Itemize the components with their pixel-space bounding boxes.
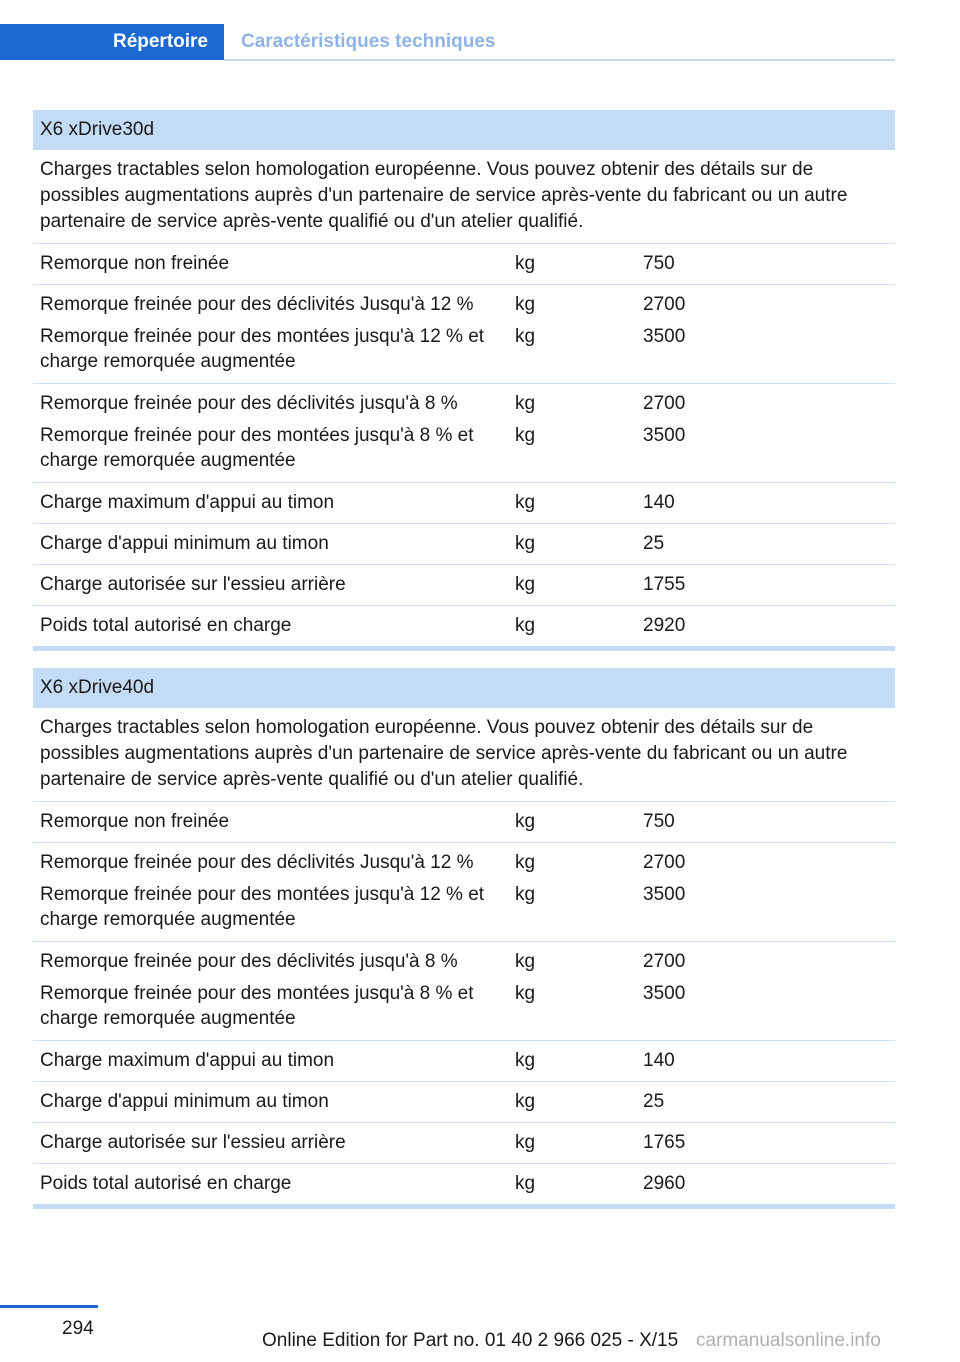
row-value: 3500 xyxy=(643,326,686,347)
row-label: Charge maximum d'appui au timon xyxy=(40,1050,335,1071)
footer-accent-line xyxy=(0,1305,98,1308)
row-unit: kg xyxy=(515,1091,536,1112)
table-row xyxy=(33,1082,895,1123)
row-unit: kg xyxy=(515,852,536,873)
row-unit: kg xyxy=(515,253,536,274)
table-row xyxy=(33,384,895,483)
row-value: 3500 xyxy=(643,884,686,905)
row-value: 3500 xyxy=(643,983,686,1004)
table-row xyxy=(33,285,895,384)
row-label: Remorque freinée pour des montées jusqu'à 12 % et charge remorquée augmentée xyxy=(40,884,485,930)
table-row xyxy=(33,1123,895,1164)
row-value: 25 xyxy=(643,533,665,554)
row-unit: kg xyxy=(515,1050,536,1071)
tab-repertoire[interactable]: Répertoire xyxy=(0,24,224,60)
row-unit: kg xyxy=(515,951,536,972)
row-label: Poids total autorisé en charge xyxy=(40,1173,292,1194)
row-label: Remorque freinée pour des déclivités Jusqu'à 12 % xyxy=(40,852,474,873)
row-value: 3500 xyxy=(643,425,686,446)
row-value: 140 xyxy=(643,492,675,513)
row-unit: kg xyxy=(515,884,536,905)
table-intro: Charges tractables selon homologation européenne. Vous pouvez obtenir des détails sur de possibles augmentations auprès d'un partenaire de service après-vente du fabricant ou un autre partenaire de service après-vente qualifié ou d'un atelier qualifié. xyxy=(33,708,895,802)
page-header xyxy=(0,24,895,62)
row-label: Remorque freinée pour des déclivités jusqu'à 8 % xyxy=(40,951,458,972)
row-unit: kg xyxy=(515,294,536,315)
table-row xyxy=(33,483,895,524)
table-intro: Charges tractables selon homologation européenne. Vous pouvez obtenir des détails sur de possibles augmentations auprès d'un partenaire de service après-vente du fabricant ou un autre partenaire de service après-vente qualifié ou d'un atelier qualifié. xyxy=(33,150,895,244)
row-label: Remorque non freinée xyxy=(40,253,230,274)
table-row xyxy=(33,942,895,1041)
table-x6-xdrive30d xyxy=(33,110,895,651)
row-value: 2920 xyxy=(643,615,686,636)
page-number: 294 xyxy=(62,1318,94,1339)
header-rule xyxy=(224,59,895,61)
row-value: 750 xyxy=(643,811,675,832)
row-unit: kg xyxy=(515,393,536,414)
row-unit: kg xyxy=(515,983,536,1004)
table-x6-xdrive40d xyxy=(33,668,895,1209)
row-label: Remorque non freinée xyxy=(40,811,230,832)
table-row xyxy=(33,606,895,646)
table-row xyxy=(33,1164,895,1204)
row-label: Charge autorisée sur l'essieu arrière xyxy=(40,1132,346,1153)
row-unit: kg xyxy=(515,574,536,595)
table-row xyxy=(33,1041,895,1082)
row-label: Poids total autorisé en charge xyxy=(40,615,292,636)
row-value: 25 xyxy=(643,1091,665,1112)
row-unit: kg xyxy=(515,811,536,832)
row-unit: kg xyxy=(515,326,536,347)
tab-caracteristiques-techniques[interactable]: Caractéristiques techniques xyxy=(241,31,496,52)
row-value: 2700 xyxy=(643,852,686,873)
row-label: Remorque freinée pour des déclivités Jusqu'à 12 % xyxy=(40,294,474,315)
row-label: Remorque freinée pour des montées jusqu'à 8 % et charge remorquée augmentée xyxy=(40,983,474,1029)
row-label: Charge autorisée sur l'essieu arrière xyxy=(40,574,346,595)
table-bottom-bar xyxy=(33,1204,895,1209)
row-value: 2700 xyxy=(643,951,686,972)
table-bottom-bar xyxy=(33,646,895,651)
row-label: Charge d'appui minimum au timon xyxy=(40,533,329,554)
row-value: 2700 xyxy=(643,393,686,414)
row-label: Remorque freinée pour des déclivités jusqu'à 8 % xyxy=(40,393,458,414)
row-value: 1765 xyxy=(643,1132,686,1153)
row-value: 2960 xyxy=(643,1173,686,1194)
row-unit: kg xyxy=(515,1132,536,1153)
row-value: 140 xyxy=(643,1050,675,1071)
row-value: 1755 xyxy=(643,574,686,595)
table-row xyxy=(33,244,895,285)
edition-text: Online Edition for Part no. 01 40 2 966 025 - X/15 xyxy=(262,1330,679,1351)
row-label: Remorque freinée pour des montées jusqu'à 8 % et charge remorquée augmentée xyxy=(40,425,474,471)
table-row xyxy=(33,565,895,606)
table-title: X6 xDrive40d xyxy=(33,668,895,708)
row-label: Charge d'appui minimum au timon xyxy=(40,1091,329,1112)
row-label: Charge maximum d'appui au timon xyxy=(40,492,335,513)
table-title: X6 xDrive30d xyxy=(33,110,895,150)
row-unit: kg xyxy=(515,425,536,446)
row-unit: kg xyxy=(515,492,536,513)
table-row xyxy=(33,843,895,942)
watermark-text: carmanualsonline.info xyxy=(696,1330,881,1351)
row-value: 750 xyxy=(643,253,675,274)
table-row xyxy=(33,524,895,565)
table-row xyxy=(33,802,895,843)
row-unit: kg xyxy=(515,1173,536,1194)
row-value: 2700 xyxy=(643,294,686,315)
row-unit: kg xyxy=(515,533,536,554)
row-unit: kg xyxy=(515,615,536,636)
row-label: Remorque freinée pour des montées jusqu'à 12 % et charge remorquée augmentée xyxy=(40,326,485,372)
